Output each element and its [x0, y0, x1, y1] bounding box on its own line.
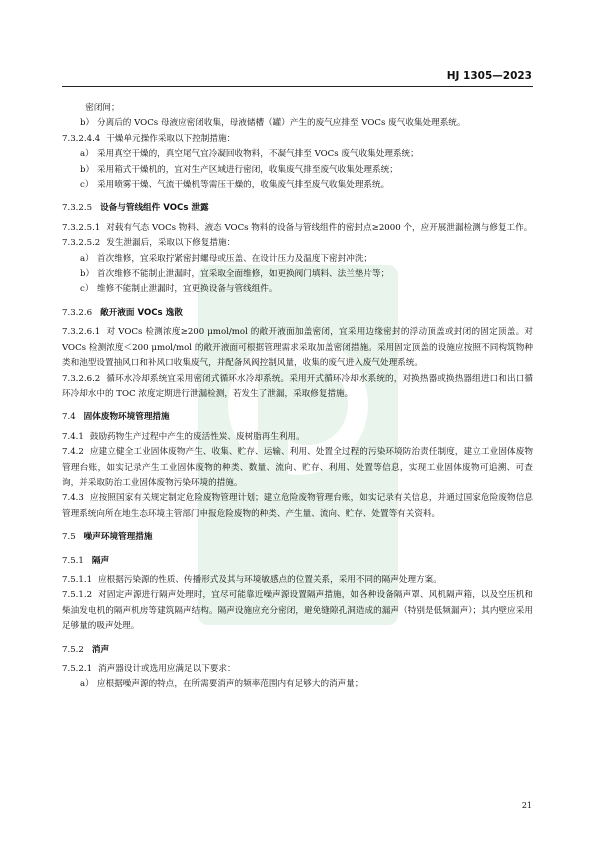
clause: 7.3.2.6.1 对 VOCs 检测浓度≥200 μmol/mol 的敞开液面加盖密闭，宜采用边缘密封的浮动顶盖或封闭的固定顶盖。对 VOCs 检测浓度＜200 μmol/mol 的敞开液面可根据管理需求采取加盖密闭措施。采用固定顶盖的设施应按照不同构筑物种类和池型设置抽风口和补风口收集废气，并配备风阀控制风量，收集的废气进入废气处理系统。 [62, 327, 533, 369]
section-heading: 7.3.2.6 敞开液面 VOCs 逸散 [62, 307, 183, 318]
section-heading: 7.3.2.5 设备与管线组件 VOCs 泄露 [62, 203, 209, 214]
list-item: a） 采用真空干燥的，真空尾气宜冷凝回收物料，不凝气排至 VOCs 废气收集处理系统； [80, 149, 419, 160]
list-item: a） 应根据噪声源的特点，在所需要消声的频率范围内有足够大的消声量； [80, 679, 364, 690]
header-rule [62, 86, 533, 87]
list-item: b） 采用箱式干燥机的，宜对生产区域进行密闭，收集废气排至废气收集处理系统； [80, 164, 398, 175]
clause: 7.5.1.1 应根据污染源的性质、传播形式及其与环境敏感点的位置关系，采用不同的隔声处理方案。 [62, 574, 442, 585]
section-heading: 7.5.1 隔声 [62, 555, 110, 566]
clause: 7.5.1.2 对固定声源进行隔声处理时，宜尽可能靠近噪声源设置隔声措施，如各种设备隔声罩、风机隔声箱，以及空压机和柴油发电机的隔声机房等建筑隔声结构。隔声设施应充分密闭，避免缝隙孔洞造成的漏声（特别是低频漏声）；其内壁应采用足够量的吸声处理。 [62, 590, 533, 632]
clause: 7.5.2.1 消声器设计或选用应满足以下要求： [62, 664, 236, 674]
list-item: b） 首次维修不能制止泄漏时，宜采取全面维修，如更换阀门填料、法兰垫片等； [80, 269, 390, 280]
clause: 7.4.3 应按照国家有关规定制定危险废物管理计划；建立危险废物管理台账，如实记录有关信息，并通过国家危险废物信息管理系统向所在地生态环境主管部门申报危险废物的种类、产生量、流向、贮存、处置等有关资料。 [62, 493, 533, 519]
section-heading: 7.5.2 消声 [62, 644, 110, 655]
list-item: c） 维修不能制止泄漏时，宜更换设备与管线组件。 [80, 284, 278, 295]
clause: 7.3.2.4.4 干燥单元操作采取以下控制措施： [62, 133, 236, 144]
clause: 7.4.2 应建立健全工业固体废物产生、收集、贮存、运输、利用、处置全过程的污染环境防治责任制度，建立工业固体废物管理台账，如实记录产生工业固体废物的种类、数量、流向、贮存、利用、处置等信息，实现工业固体废物可追溯、可查询，并采取防治工业固体废物污染环境的措施。 [62, 447, 533, 488]
section-heading: 7.4 固体废物环境管理措施 [62, 412, 170, 423]
paragraph: 密闭间； [85, 103, 120, 113]
list-item: a） 首次维修，宜采取拧紧密封螺母或压盖、在设计压力及温度下密封冲洗； [80, 253, 373, 264]
clause: 7.4.1 鼓励药物生产过程中产生的废活性炭、废树脂再生利用。 [62, 431, 305, 442]
standard-number: HJ 1305—2023 [446, 70, 532, 82]
clause: 7.3.2.6.2 循环水冷却系统宜采用密闭式循环水冷却系统。采用开式循环冷却水系统的，对换热器或换热器组进口和出口循环冷却水中的 TOC 浓度定期进行泄漏检测，若发生了泄漏，采取修复措施。 [62, 373, 533, 399]
document-body [62, 101, 533, 693]
section-heading: 7.5 噪声环境管理措施 [62, 532, 153, 543]
list-item: b） 分离后的 VOCs 母液应密闭收集，母液储槽（罐）产生的废气应排至 VOCs 废气收集处理系统。 [80, 118, 466, 129]
page-number: 21 [521, 801, 532, 810]
clause: 7.3.2.5.2 发生泄漏后，采取以下修复措施： [62, 238, 236, 249]
list-item: c） 采用喷雾干燥、气流干燥机等需压干燥的，收集废气排至废气收集处理系统。 [80, 180, 390, 191]
clause: 7.3.2.5.1 对载有气态 VOCs 物料、液态 VOCs 物料的设备与管线组件的密封点≥2000 个，应开展泄漏检测与修复工作。 [62, 222, 533, 233]
